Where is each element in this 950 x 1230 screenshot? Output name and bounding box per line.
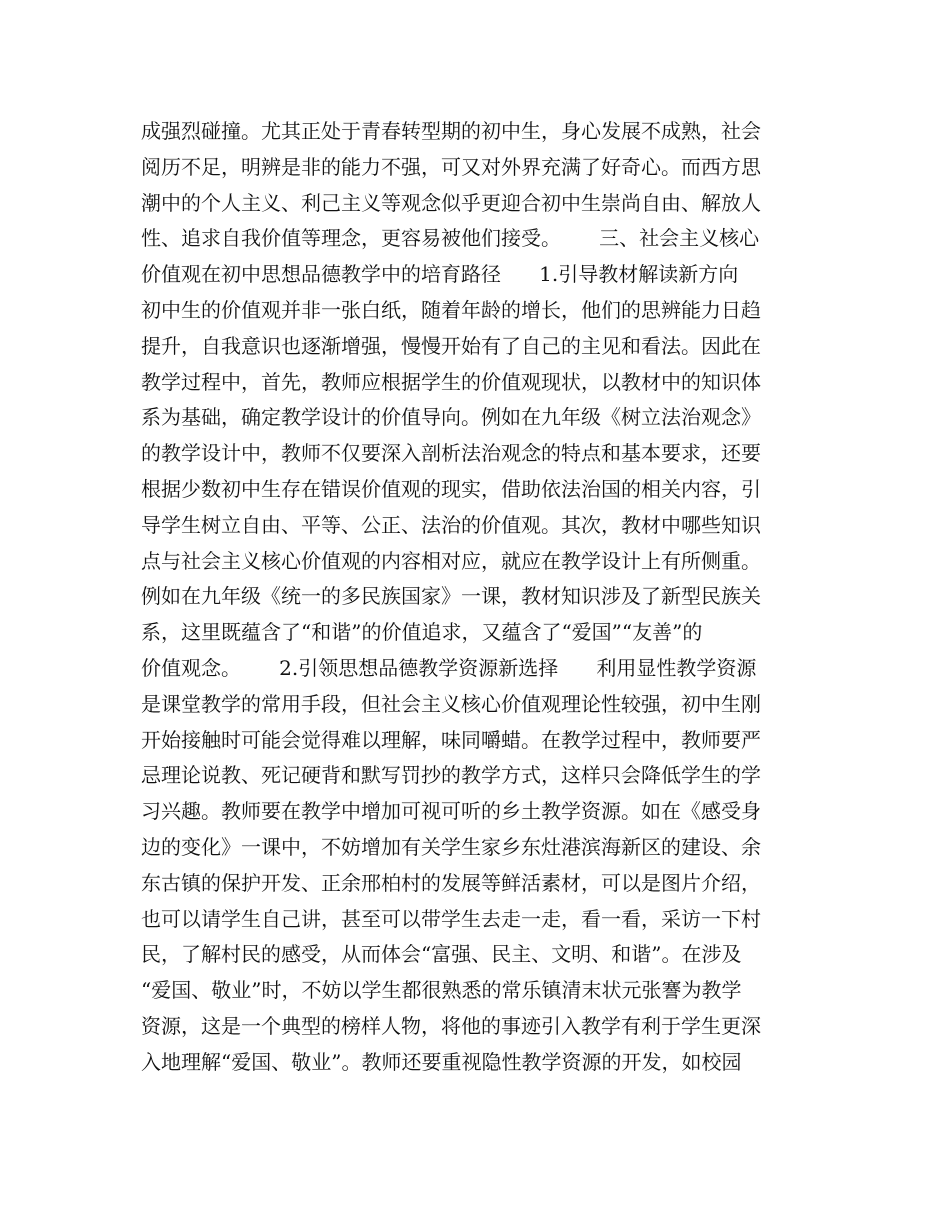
text-line: 忌理论说教、死记硬背和默写罚抄的教学方式，这样只会降低学生的学 — [141, 763, 761, 788]
text-line: “爱国、敬业”时，不妨以学生都很熟悉的常乐镇清末状元张謇为教学 — [141, 978, 742, 1003]
text-line: 例如在九年级《统一的多民族国家》一课，教材知识涉及了新型民族关 — [141, 584, 761, 609]
text-line: 东古镇的保护开发、正余邢柏村的发展等鲜活素材，可以是图片介绍， — [141, 870, 761, 895]
text-line: 系为基础，确定教学设计的价值导向。例如在九年级《树立法治观念》 — [141, 405, 761, 430]
text-line: 阅历不足，明辨是非的能力不强，可又对外界充满了好奇心。而西方思 — [141, 154, 761, 179]
text-line: 是课堂教学的常用手段，但社会主义核心价值观理论性较强，初中生刚 — [141, 691, 761, 716]
text-line: 边的变化》一课中，不妨增加有关学生家乡东灶港滨海新区的建设、余 — [141, 834, 761, 859]
text-line: 民，了解村民的感受，从而体会“富强、民主、文明、和谐”。在涉及 — [141, 942, 742, 967]
text-line: 初中生的价值观并非一张白纸，随着年龄的增长，他们的思辨能力日趋 — [141, 297, 761, 322]
text-line: 入地理解“爱国、敬业”。教师还要重视隐性教学资源的开发，如校园 — [141, 1049, 742, 1074]
text-line: 提升，自我意识也逐渐增强，慢慢开始有了自己的主见和看法。因此在 — [141, 333, 761, 358]
text-line: 价值观在初中思想品德教学中的培育路径 1.引导教材解读新方向 — [141, 262, 739, 287]
text-line: 成强烈碰撞。尤其正处于青春转型期的初中生，身心发展不成熟，社会 — [141, 119, 761, 143]
text-line: 价值观念。 2.引领思想品德教学资源新选择 利用显性教学资源 — [141, 655, 757, 680]
text-line: 根据少数初中生存在错误价值观的现实，借助依法治国的相关内容，引 — [141, 476, 761, 501]
text-line: 也可以请学生自己讲，甚至可以带学生去走一走，看一看，采访一下村 — [141, 906, 761, 931]
text-line: 的教学设计中，教师不仅要深入剖析法治观念的特点和基本要求，还要 — [141, 441, 761, 466]
text-line: 教学过程中，首先，教师应根据学生的价值观现状，以教材中的知识体 — [141, 369, 761, 394]
body-text — [141, 114, 821, 1081]
text-line: 点与社会主义核心价值观的内容相对应，就应在教学设计上有所侧重。 — [141, 548, 761, 573]
text-line: 习兴趣。教师要在教学中增加可视可听的乡土教学资源。如在《感受身 — [141, 799, 761, 824]
text-line: 资源，这是一个典型的榜样人物，将他的事迹引入教学有利于学生更深 — [141, 1013, 761, 1038]
text-line: 潮中的个人主义、利己主义等观念似乎更迎合初中生崇尚自由、解放人 — [141, 190, 761, 215]
text-line: 开始接触时可能会觉得难以理解，味同嚼蜡。在教学过程中，教师要严 — [141, 727, 761, 752]
text-line: 性、追求自我价值等理念，更容易被他们接受。 三、社会主义核心 — [141, 226, 760, 251]
text-line: 系，这里既蕴含了“和谐”的价值追求，又蕴含了“爱国”“友善”的 — [141, 620, 703, 645]
text-line: 导学生树立自由、平等、公正、法治的价值观。其次，教材中哪些知识 — [141, 512, 761, 537]
